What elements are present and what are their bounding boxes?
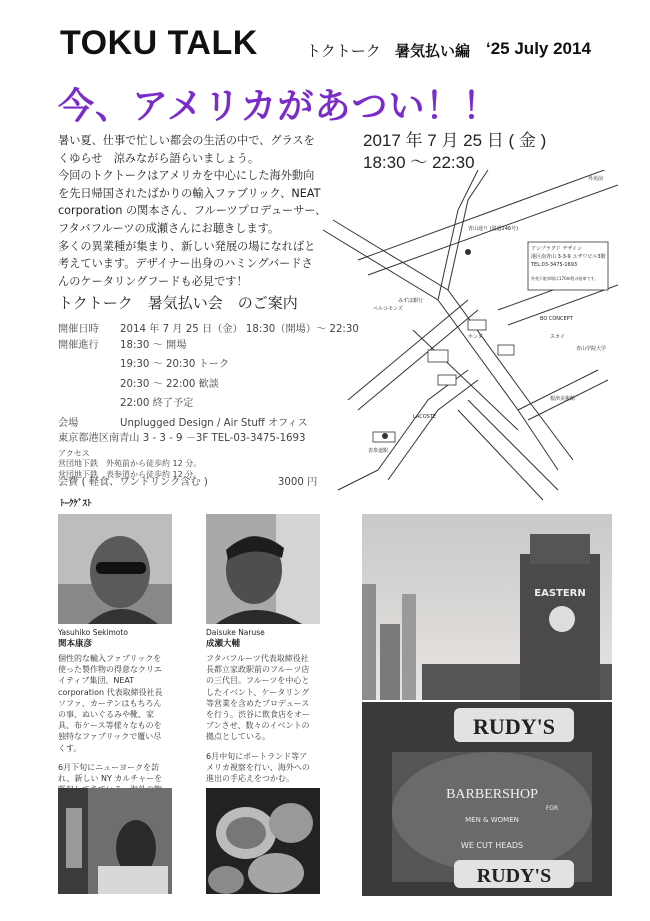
title-kana: トクトーク	[306, 42, 381, 60]
map-label: 青山通り (国道246号)	[468, 226, 519, 232]
headline: 今、アメリカがあつい！！	[58, 86, 500, 127]
program-item: 19:30 ～ 20:30 トーク	[120, 359, 230, 370]
sign-we-cut: WE CUT HEADS	[460, 841, 524, 850]
guest-bio-2: 6月下旬にニューヨークを訪れ、新しい NY カルチャーを	[58, 762, 163, 784]
sign-eastern: EASTERN	[534, 588, 586, 599]
intro-line: 今回のトクトークはアメリカを中心にした海外動向	[58, 169, 315, 183]
map-note: 外苑下駐車場は170m程の駐車です。	[531, 276, 599, 281]
intro-line: 多くの異業種が集まり、新しい発展の場になればと	[58, 239, 316, 253]
intro-line: 暑い夏、仕事で忙しい都会の生活の中で、グラスを	[58, 134, 315, 147]
portrait-graphic	[206, 514, 320, 624]
venue-row	[58, 416, 358, 432]
event-date	[363, 130, 546, 174]
map-label: 根津美術館	[550, 396, 576, 402]
sign-men-women: MEN & WOMEN	[465, 816, 519, 824]
intro-line: んのケータリングフードも必見です！	[58, 274, 248, 288]
date-row	[58, 322, 358, 338]
map-label: みずほ銀行	[398, 298, 424, 304]
program-item: 18:30 ～ 開場	[120, 339, 187, 351]
event-date-day: 2017 年 7 月 25 日 ( 金 )	[363, 131, 547, 150]
guest-bio	[206, 653, 314, 784]
program-list	[120, 338, 358, 416]
sign-barbershop: BARBERSHOP	[446, 787, 538, 802]
map-graphic	[318, 170, 618, 510]
guest-bio-1: 個性的な輸入ファブリックを使った製作物の得意なクリエイティブ集団、NEAT corporation 代表取締役社長ソファ、カーテンはもちろんの事、ぬいぐるみや靴、家具、布ケース等様々なものを独特なファブリックで覆い尽くす。	[58, 654, 163, 753]
venue-address: 東京都港区南青山 3 - 3 - 9 －3F TEL-03-3475-1693	[58, 433, 306, 444]
map-label: スカイ	[550, 334, 565, 340]
map-label: 表参道駅	[368, 448, 389, 454]
guest-bio-1: フタバフルーツ代表取締役社長都立家政駅前のフルーツ店の三代目。フルーツを中心としたイベント、ケータリング等営業を含めたプロデュースを行う。渋谷に飲食店をオープンさせ、数々のイベントの拠点としている。	[206, 654, 310, 742]
guest-name-en: Daisuke Naruse	[206, 628, 265, 637]
fee-value: 3000 円	[277, 477, 318, 488]
guest-name-en: Yasuhiko Sekimoto	[58, 628, 128, 637]
map-label: ベルコモンズ	[373, 306, 403, 312]
guide-title: トクトーク 暑気払い会 のご案内	[58, 294, 298, 312]
fruit-photo	[206, 788, 320, 894]
map-label: LACOSTE	[413, 414, 437, 420]
program-item: 22:00 終了予定	[120, 398, 194, 409]
intro-line: 考えています。デザイナー出身のハミングバードさ	[58, 257, 313, 271]
map-label: ホンダ	[468, 334, 483, 340]
map-place-name: アンプラグド デザイン	[531, 246, 583, 252]
map-label: 外苑前	[588, 176, 604, 182]
fee-row	[58, 473, 317, 488]
interior-graphic	[58, 788, 172, 894]
date-label: 開催日時	[58, 324, 99, 335]
portrait-graphic	[58, 514, 172, 624]
map-label: BO CONCEPT	[540, 316, 573, 322]
guest-bio-2: 6月中旬にポートランド等アメリカ視察を行い、海外への進出の手応えをつかむ。	[206, 751, 310, 784]
program-row	[58, 338, 358, 416]
access-line: 営団地下鉄 外苑前から徒歩約 12 分。	[58, 459, 202, 468]
map-place-tel: TEL:03-3475-1693	[531, 262, 578, 268]
access-line: 営団地下鉄 表参道から徒歩約 12 分。	[58, 469, 202, 479]
event-date-time: 18:30 ～ 22:30	[363, 153, 475, 172]
page-title: TOKU TALK	[60, 24, 258, 62]
guest-photo-naruse	[206, 514, 320, 624]
map-label: 青山学院大学	[576, 346, 607, 352]
guest-name-jp: 成瀬大輔	[206, 639, 241, 649]
guest-photo-sekimoto	[58, 514, 172, 624]
venue-name: Unplugged Design / Air Stuff オフィス	[120, 417, 308, 429]
sign-rudys-2: RUDY'S	[476, 865, 552, 887]
guests-label: ﾄｰｸｹﾞｽﾄ	[60, 499, 92, 509]
barbershop-photo	[362, 702, 612, 896]
date-value: 2014 年 7 月 25 日（金） 18:30（開場）～ 22:30	[120, 324, 359, 335]
access-title: アクセス	[58, 448, 90, 458]
program-item: 20:30 ～ 22:00 歓談	[120, 378, 219, 390]
city-graphic	[362, 514, 612, 700]
guide-details	[58, 322, 358, 480]
title-subtitle: 暑気払い編	[395, 42, 471, 60]
city-photo	[362, 514, 612, 700]
sign-for: FOR	[545, 805, 559, 812]
program-label: 開催進行	[58, 339, 99, 351]
fruit-graphic	[206, 788, 320, 894]
sign-rudys: RUDY'S	[473, 714, 555, 739]
intro-text	[58, 132, 350, 290]
guest-card-naruse	[206, 628, 314, 792]
access-map	[318, 170, 618, 510]
interior-photo	[58, 788, 172, 894]
intro-line: corporation の関本さん、フルーツプロデューサー、	[58, 204, 327, 218]
venue-label: 会場	[58, 417, 79, 429]
issue-date: ‘25 July 2014	[486, 39, 591, 58]
guest-name-jp: 関本康彦	[58, 639, 93, 649]
intro-line: フタバフルーツの成瀬さんにお聴きします。	[58, 221, 280, 235]
barbershop-graphic	[362, 702, 612, 896]
map-place-address: 港区南青山 3-3-9 ユザワビル3階	[531, 254, 606, 260]
intro-line: くゆらせ 涼みながら語らいましょう。	[58, 151, 260, 165]
intro-line: を先日帰国されたばかりの輸入ファブリック、NEAT	[58, 186, 321, 200]
fee-label: 会費 ( 軽食、ワンドリンク含む )	[58, 477, 208, 488]
